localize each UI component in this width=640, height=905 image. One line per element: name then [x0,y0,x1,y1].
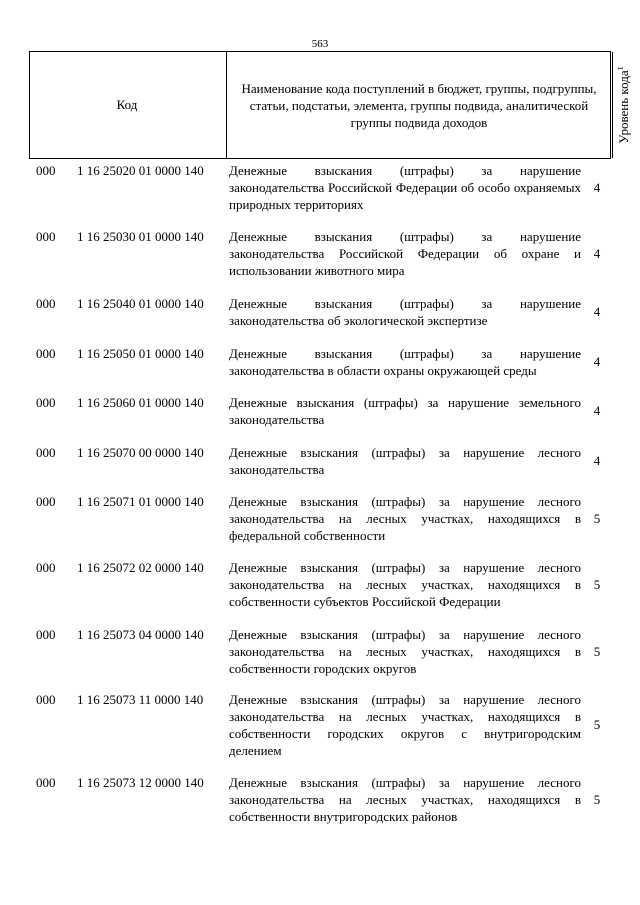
row-code: 1 16 25071 01 0000 140 [77,494,204,509]
row-level: 5 [593,511,601,526]
row-name: Денежные взыскания (штрафы) за нарушение лесного законодательства на лесных участках, находящихся в собственности субъектов Российской Федерации [229,560,581,609]
row-level: 4 [593,246,601,261]
page-number: 563 [311,38,329,50]
table-header [29,51,632,159]
row-prefix: 000 [36,775,56,790]
header-level-label [616,66,632,143]
row-prefix: 000 [36,445,56,460]
row-level: 4 [593,304,601,319]
row-name: Денежные взыскания (штрафы) за нарушение земельного законодательства [229,395,581,427]
row-prefix: 000 [36,163,56,178]
row-prefix: 000 [36,494,56,509]
row-name: Денежные взыскания (штрафы) за нарушение лесного законодательства на лесных участках, находящихся в собственности внутригородских районов [229,775,581,824]
row-level: 4 [593,354,601,369]
row-level: 4 [593,453,601,468]
row-level: 5 [593,717,601,732]
header-name-label: Наименование кода поступлений в бюджет, группы, подгруппы, статьи, подстатьи, элемента, группы подвида, аналитической группы подвида доходов [241,80,597,130]
row-name: Денежные взыскания (штрафы) за нарушение лесного законодательства на лесных участках, находящихся в собственности городских округов с внутригородским делением [229,692,581,758]
row-prefix: 000 [36,346,56,361]
row-code: 1 16 25050 01 0000 140 [77,346,204,361]
header-level-text: Уровень кода [616,70,632,144]
row-prefix: 000 [36,560,56,575]
row-prefix: 000 [36,627,56,642]
row-code: 1 16 25073 12 0000 140 [77,775,204,790]
row-prefix: 000 [36,692,56,707]
header-code-label: Код [116,97,138,112]
header-level [613,52,635,158]
row-name: Денежные взыскания (штрафы) за нарушение законодательства об экологической экспертизе [229,296,581,328]
row-name: Денежные взыскания (штрафы) за нарушение законодательства в области охраны окружающей среды [229,346,581,378]
row-code: 1 16 25073 11 0000 140 [77,692,204,707]
row-code: 1 16 25030 01 0000 140 [77,229,204,244]
row-level: 5 [593,577,601,592]
row-code: 1 16 25072 02 0000 140 [77,560,204,575]
row-level: 5 [593,792,601,807]
row-prefix: 000 [36,296,56,311]
row-level: 4 [593,403,601,418]
row-code: 1 16 25060 01 0000 140 [77,395,204,410]
row-code: 1 16 25040 01 0000 140 [77,296,204,311]
row-name: Денежные взыскания (штрафы) за нарушение законодательства Российской Федерации об особо охраняемых природных территориях [229,163,581,212]
row-code: 1 16 25073 04 0000 140 [77,627,204,642]
row-prefix: 000 [36,229,56,244]
header-name [227,52,611,158]
row-prefix: 000 [36,395,56,410]
row-level: 5 [593,644,601,659]
row-name: Денежные взыскания (штрафы) за нарушение лесного законодательства [229,445,581,477]
row-code: 1 16 25070 00 0000 140 [77,445,204,460]
row-level: 4 [593,180,601,195]
header-level-footnote: 1 [615,66,625,71]
row-name: Денежные взыскания (штрафы) за нарушение законодательства Российской Федерации об охране и использовании животного мира [229,229,581,278]
header-code [29,52,225,158]
row-name: Денежные взыскания (штрафы) за нарушение лесного законодательства на лесных участках, находящихся в собственности городских округов [229,627,581,676]
row-name: Денежные взыскания (штрафы) за нарушение лесного законодательства на лесных участках, находящихся в федеральной собственности [229,494,581,543]
row-code: 1 16 25020 01 0000 140 [77,163,204,178]
